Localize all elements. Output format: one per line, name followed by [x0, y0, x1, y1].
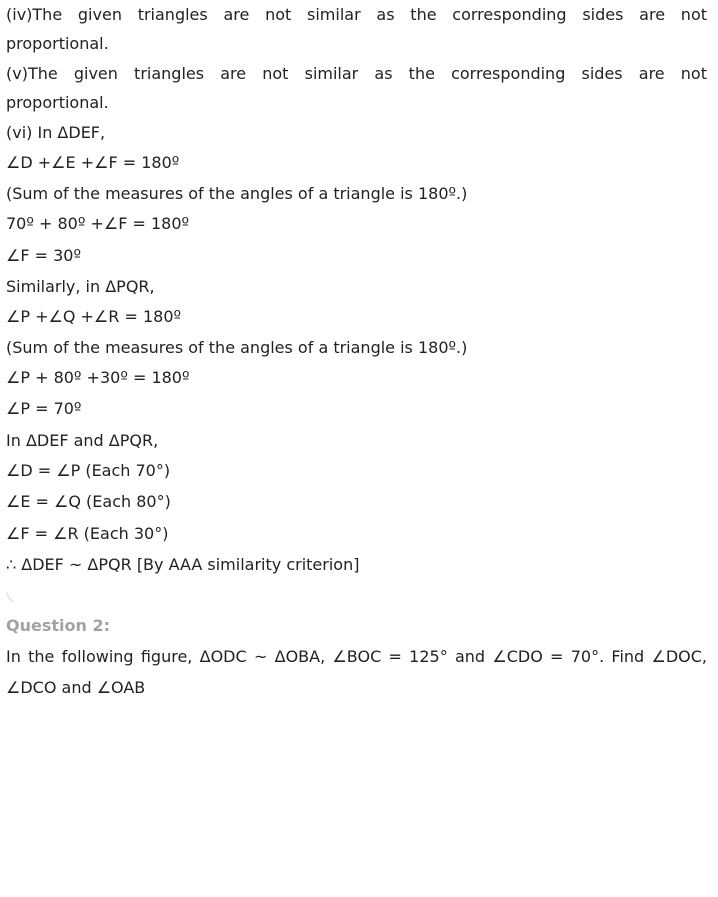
equation-line: ∠E = ∠Q (Each 80°): [6, 492, 171, 511]
equation-line: 70º + 80º +∠F = 180º: [6, 214, 190, 233]
equation-line: ∠F = 30º: [6, 246, 82, 265]
text-line: In ΔDEF and ΔPQR,: [6, 431, 159, 450]
text-line: proportional.: [6, 34, 109, 53]
text-line: (v)The given triangles are not similar as the corresponding sides are not: [6, 64, 707, 83]
question-text: In the following figure, ΔODC ~ ΔOBA, ∠BOC = 125° and ∠CDO = 70°. Find ∠DOC,: [6, 647, 707, 666]
question-heading: Question 2:: [6, 616, 110, 635]
conclusion-line: ∴ ΔDEF ~ ΔPQR [By AAA similarity criterion]: [6, 555, 360, 574]
text-line: (vi) In ΔDEF,: [6, 123, 106, 142]
text-line: (iv)The given triangles are not similar as the corresponding sides are not: [6, 5, 707, 24]
equation-line: ∠D = ∠P (Each 70°): [6, 461, 171, 480]
equation-line: ∠D +∠E +∠F = 180º: [6, 153, 180, 172]
text-line: Similarly, in ΔPQR,: [6, 277, 155, 296]
text-line: (Sum of the measures of the angles of a triangle is 180º.): [6, 338, 468, 357]
text-line: proportional.: [6, 93, 109, 112]
equation-line: ∠F = ∠R (Each 30°): [6, 524, 169, 543]
text-line: (Sum of the measures of the angles of a triangle is 180º.): [6, 184, 468, 203]
equation-line: ∠P +∠Q +∠R = 180º: [6, 307, 182, 326]
equation-line: ∠P = 70º: [6, 399, 82, 418]
equation-line: ∠P + 80º +30º = 180º: [6, 368, 190, 387]
question-text: ∠DCO and ∠OAB: [6, 678, 146, 697]
faint-mark-icon: [5, 590, 19, 604]
